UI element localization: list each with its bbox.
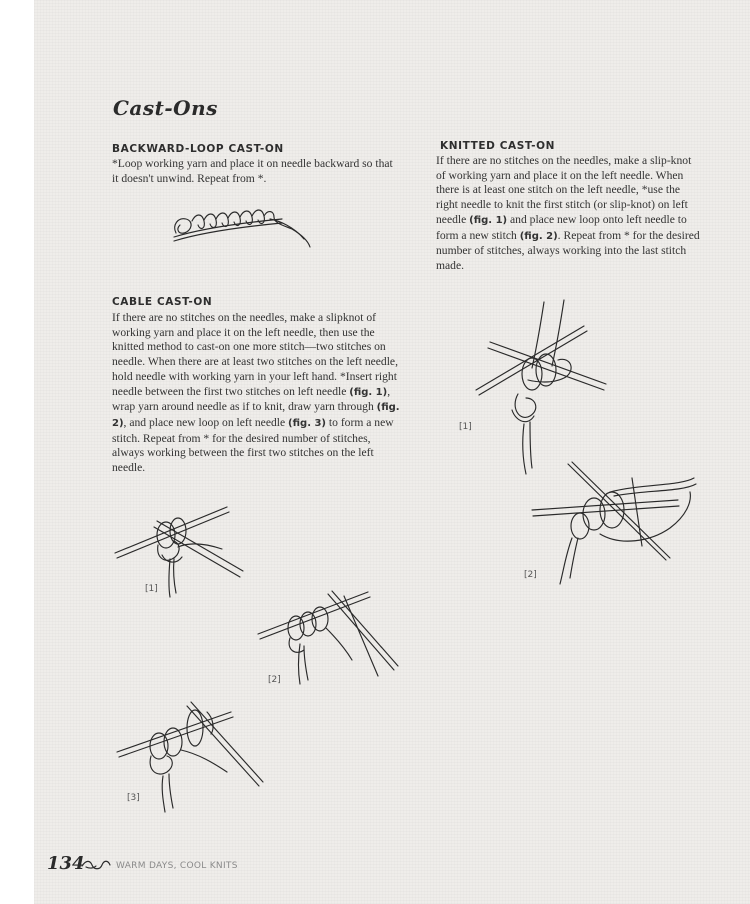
backward-loop-heading: BACKWARD-LOOP CAST-ON: [112, 143, 284, 155]
cable-figure-1-label: [1]: [145, 584, 158, 594]
cable-fig3-ref: (fig. 3): [288, 417, 326, 429]
cable-figure-2-label: [2]: [268, 675, 281, 685]
running-title: WARM DAYS, COOL KNITS: [116, 861, 238, 871]
knitted-heading: KNITTED CAST-ON: [440, 140, 556, 152]
cable-text-part-4: to form a new stitch. Repeat from * for the desired number of stitches, always working between the first two stitches on the left needle.: [112, 415, 394, 475]
knitted-fig1-ref: (fig. 1): [469, 214, 508, 226]
knitted-text-part-2: and place new loop onto left needle to form a new stitch: [436, 212, 687, 242]
knitted-figure-1: [472, 298, 617, 476]
cable-text-part-2: , wrap yarn around needle as if to knit, draw yarn through: [112, 384, 391, 414]
cable-heading: CABLE CAST-ON: [112, 296, 213, 308]
cable-figure-1: [112, 505, 252, 600]
cable-paragraph: [112, 311, 404, 476]
backward-loop-illustration: [170, 205, 315, 253]
page-title: Cast-Ons: [113, 96, 218, 120]
knitted-text-part-1: If there are no stitches on the needles, make a slip-knot of working yarn and place it on the left needle. When there is at least one stitch on the left needle, *use the right needle to knit the first stitch (or slip-knot) on left needle: [436, 154, 692, 226]
knitted-fig2-ref: (fig. 2): [519, 230, 558, 242]
cable-figure-2: [256, 588, 401, 688]
cable-text-part-1: If there are no stitches on the needles, make a slipknot of working yarn and place it on the left needle, then use the knitted method to cast-on one more stitch—two stitches on needle. When there are at least two stitches on the left needle, hold needle with working yarn in your left hand. *Insert right needle between the first two stitches on left needle: [112, 311, 398, 398]
backward-loop-text: [112, 157, 394, 186]
cable-text: [112, 311, 404, 476]
knitted-figure-2-label: [2]: [524, 570, 537, 580]
cable-figure-3-label: [3]: [127, 793, 140, 803]
knitted-text-part-3: . Repeat from * for the desired number of stitches, always working into the last stitch made.: [436, 228, 700, 272]
backward-loop-paragraph: *Loop working yarn and place it on needle backward so that it doesn't unwind. Repeat from *.: [112, 157, 393, 185]
knitted-text: [436, 154, 702, 274]
knitted-figure-1-label: [1]: [459, 422, 472, 432]
footer-ornament-icon: [80, 858, 112, 872]
cable-fig2-ref: (fig. 2): [112, 402, 400, 429]
knitted-paragraph: [436, 154, 702, 274]
cable-text-part-3: , and place new loop on left needle: [123, 415, 289, 429]
knitted-figure-2: [530, 462, 700, 587]
page-number: 134: [47, 853, 85, 874]
cable-fig1-ref: (fig. 1): [349, 386, 388, 398]
